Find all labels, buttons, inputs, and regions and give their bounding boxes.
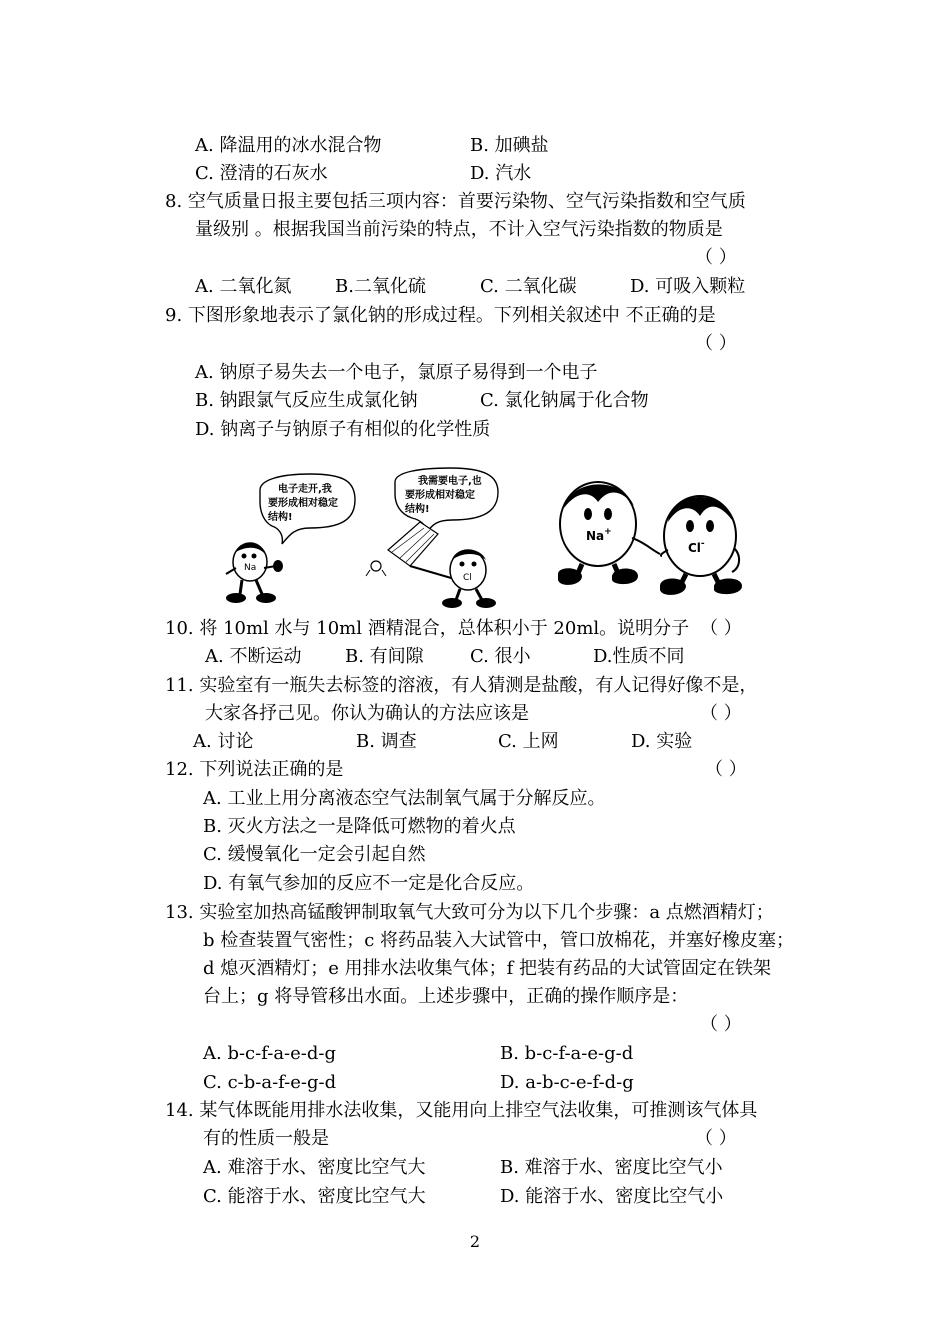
q8-answer-paren: （ ） bbox=[695, 247, 737, 268]
q11-stem-line2: 大家各抒己见。你认为确认的方法应该是 bbox=[205, 703, 529, 724]
na-ion-label: Na+ bbox=[586, 527, 612, 543]
q14-option-b: B. 难溶于水、密度比空气小 bbox=[500, 1157, 723, 1178]
q9-option-b: B. 钠跟氯气反应生成氯化钠 bbox=[195, 390, 418, 411]
speech-bubble-cl bbox=[395, 468, 498, 534]
cl-atom-character bbox=[442, 550, 496, 609]
q12-option-b: B. 灭火方法之一是降低可燃物的着火点 bbox=[203, 816, 516, 837]
bubble1-line3: 结构! bbox=[268, 512, 293, 523]
q8-option-a: A. 二氧化氮 bbox=[195, 276, 292, 297]
cl-ion-label: Cl- bbox=[688, 539, 705, 555]
cl-ion-character bbox=[660, 496, 742, 595]
q13-stem-line1: 13. 实验室加热高锰酸钾制取氧气大致可分为以下几个步骤：a 点燃酒精灯； bbox=[165, 902, 774, 923]
q14-stem-line2: 有的性质一般是 bbox=[203, 1128, 329, 1149]
bubble2-line2: 要形成相对稳定 bbox=[405, 490, 475, 501]
sodium-chloride-illustration bbox=[220, 462, 765, 612]
q12-option-c: C. 缓慢氧化一定会引起自然 bbox=[203, 844, 426, 865]
q7-option-a: A. 降温用的冰水混合物 bbox=[195, 135, 382, 156]
na-atom-label: Na bbox=[244, 563, 257, 573]
q13-option-b: B. b-c-f-a-e-g-d bbox=[500, 1043, 634, 1064]
q11-option-c: C. 上网 bbox=[498, 731, 559, 752]
q10-option-d: D.性质不同 bbox=[593, 646, 685, 667]
q11-option-b: B. 调查 bbox=[356, 731, 417, 752]
bubble1-line1: 电子走开,我 bbox=[278, 484, 332, 495]
speech-bubble-na bbox=[260, 474, 355, 544]
q14-stem-line1: 14. 某气体既能用排水法收集，又能用向上排空气法收集，可推测该气体具 bbox=[165, 1100, 758, 1121]
q14-option-a: A. 难溶于水、密度比空气大 bbox=[203, 1157, 426, 1178]
q13-option-d: D. a-b-c-e-f-d-g bbox=[500, 1072, 634, 1093]
bubble2-line1: 我需要电子,也 bbox=[418, 476, 482, 487]
q12-stem: 12. 下列说法正确的是 bbox=[165, 759, 344, 780]
q8-option-d: D. 可吸入颗粒 bbox=[630, 276, 746, 297]
q7-option-b: B. 加碘盐 bbox=[470, 135, 549, 156]
q14-option-d: D. 能溶于水、密度比空气小 bbox=[500, 1186, 724, 1207]
q13-answer-paren: （ ） bbox=[700, 1014, 742, 1035]
page-number: 2 bbox=[469, 1232, 481, 1251]
q11-stem-line1: 11. 实验室有一瓶失去标签的溶液，有人猜测是盐酸，有人记得好像不是， bbox=[165, 675, 758, 696]
q12-answer-paren: （ ） bbox=[705, 759, 747, 780]
q11-option-a: A. 讨论 bbox=[193, 731, 254, 752]
na-atom-character bbox=[226, 543, 283, 603]
q11-answer-paren: （ ） bbox=[700, 703, 742, 724]
q13-stem-line4: 台上；g 将导管移出水面。上述步骤中，正确的操作顺序是： bbox=[203, 986, 689, 1007]
q7-option-c: C. 澄清的石灰水 bbox=[195, 163, 328, 184]
q10-stem: 10. 将 10ml 水与 10ml 酒精混合，总体积小于 20ml。说明分子 bbox=[165, 618, 690, 639]
na-ion-character bbox=[558, 482, 660, 585]
q12-option-a: A. 工业上用分离液态空气法制氧气属于分解反应。 bbox=[203, 788, 606, 809]
cl-atom-label: Cl bbox=[463, 573, 472, 583]
q8-stem-line2: 量级别 。根据我国当前污染的特点，不计入空气污染指数的物质是 bbox=[195, 219, 723, 240]
q8-option-b: B.二氧化硫 bbox=[335, 276, 426, 297]
q9-stem-line1: 9. 下图形象地表示了氯化钠的形成过程。下列相关叙述中 不正确的是 bbox=[165, 305, 716, 326]
butterfly-net bbox=[366, 522, 458, 580]
q8-option-c: C. 二氧化碳 bbox=[480, 276, 577, 297]
q10-option-a: A. 不断运动 bbox=[205, 646, 302, 667]
bubble2-line3: 结构! bbox=[405, 504, 430, 515]
q13-option-c: C. c-b-a-f-e-g-d bbox=[203, 1072, 337, 1093]
q10-option-b: B. 有间隙 bbox=[345, 646, 424, 667]
q7-option-d: D. 汽水 bbox=[470, 163, 532, 184]
q9-option-a: A. 钠原子易失去一个电子，氯原子易得到一个电子 bbox=[195, 362, 598, 383]
q9-answer-paren: （ ） bbox=[695, 333, 737, 354]
q13-option-a: A. b-c-f-a-e-d-g bbox=[203, 1043, 336, 1064]
q9-option-c: C. 氯化钠属于化合物 bbox=[480, 390, 649, 411]
q10-option-c: C. 很小 bbox=[470, 646, 531, 667]
bubble1-line2: 要形成相对稳定 bbox=[268, 498, 338, 509]
q11-option-d: D. 实验 bbox=[631, 731, 693, 752]
q14-answer-paren: （ ） bbox=[695, 1128, 737, 1149]
q10-answer-paren: （ ） bbox=[700, 618, 742, 639]
q13-stem-line2: b 检查装置气密性；c 将药品装入大试管中，管口放棉花，并塞好橡皮塞； bbox=[203, 930, 795, 951]
q12-option-d: D. 有氧气参加的反应不一定是化合反应。 bbox=[203, 873, 535, 894]
q9-option-d: D. 钠离子与钠原子有相似的化学性质 bbox=[195, 419, 491, 440]
q8-stem-line1: 8. 空气质量日报主要包括三项内容：首要污染物、空气污染指数和空气质 bbox=[165, 191, 746, 212]
q14-option-c: C. 能溶于水、密度比空气大 bbox=[203, 1186, 426, 1207]
q13-stem-line3: d 熄灭酒精灯；e 用排水法收集气体；f 把装有药品的大试管固定在铁架 bbox=[203, 958, 771, 979]
